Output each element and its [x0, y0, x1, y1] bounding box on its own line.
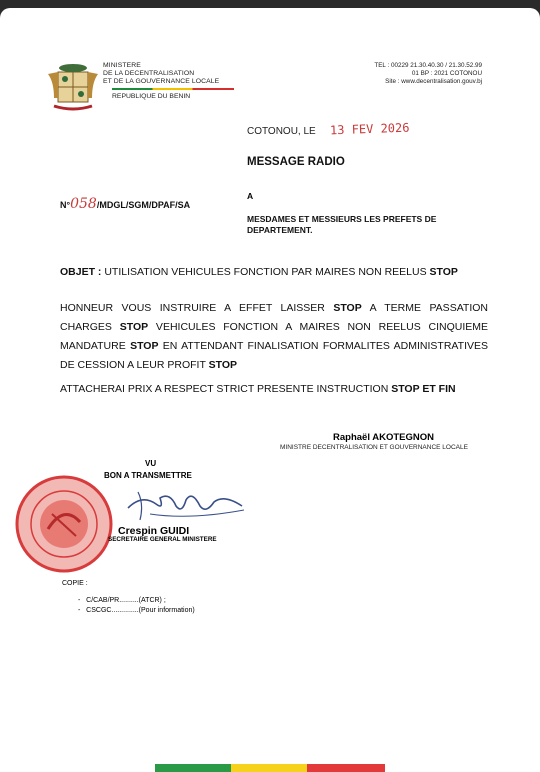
signature-icon [120, 484, 250, 528]
benin-coat-of-arms-icon [44, 60, 102, 114]
footer-flag-bar [155, 764, 385, 772]
addressee-a: A [247, 191, 254, 201]
date-stamp: 13 FEV 2026 [329, 120, 410, 138]
document-title: MESSAGE RADIO [247, 156, 345, 168]
body-segment: A TERME PASSATION CHARGES [60, 302, 488, 333]
list-item: - CSCGC..............(Pour information) [78, 607, 195, 614]
list-item: - C/CAB/PR..........(ATCR) ; [78, 597, 166, 604]
stop-word: STOP [119, 321, 149, 333]
body-paragraph-1 [60, 299, 488, 375]
secretary-name: Crespin GUIDI [118, 525, 190, 537]
stop-word: STOP [208, 359, 238, 371]
subject-line: OBJET : UTILISATION VEHICULES FONCTION PAR MAIRES NON REELUS STOP [60, 266, 458, 278]
official-stamp-icon [14, 474, 114, 574]
body-segment: HONNEUR VOUS INSTRUIRE A EFFET LAISSER [60, 302, 334, 314]
copies-list [78, 596, 195, 616]
signatory-name: Raphaël AKOTEGNON [333, 432, 434, 443]
document-page [0, 8, 540, 772]
contact-block: TEL : 00229 21.30.40.30 / 21.30.52.99 01 BP : 2021 COTONOU Site : www.decentralisation.gouv.bj [374, 62, 482, 86]
body-paragraph-2 [60, 380, 488, 399]
body-segment: ATTACHERAI PRIX A RESPECT STRICT PRESENTE INSTRUCTION [60, 383, 392, 395]
secretary-title: SECRETAIRE GENERAL MINISTERE [108, 536, 217, 543]
flag-divider [112, 88, 234, 90]
stop-word: STOP [130, 340, 159, 352]
bon-a-transmettre-label: BON A TRANSMETTRE [104, 471, 192, 480]
body-segment: EN ATTENDANT FINALISATION FORMALITES ADMINISTRATIVES DE CESSION A LEUR PROFIT [60, 340, 488, 371]
vu-label: VU [145, 459, 157, 468]
dateline-city: COTONOU, LE [247, 126, 316, 137]
body-segment: VEHICULES FONCTION A MAIRES NON REELUS CINQUIEME MANDATURE [60, 321, 488, 352]
copies-label: COPIE : [62, 580, 88, 587]
addressee-recipients: MESDAMES ET MESSIEURS LES PREFETS DE DEPARTEMENT. [247, 214, 437, 235]
republic-label: REPUBLIQUE DU BENIN [112, 93, 191, 100]
stop-word: STOP [333, 302, 362, 314]
reference-number: N°058/MDGL/SGM/DPAF/SA [60, 196, 191, 212]
signatory-title: MINISTRE DECENTRALISATION ET GOUVERNANCE LOCALE [280, 444, 468, 451]
ministry-name: MINISTERE DE LA DECENTRALISATION ET DE LA GOUVERNANCE LOCALE [103, 62, 220, 86]
stop-word: STOP ET FIN [391, 383, 456, 395]
